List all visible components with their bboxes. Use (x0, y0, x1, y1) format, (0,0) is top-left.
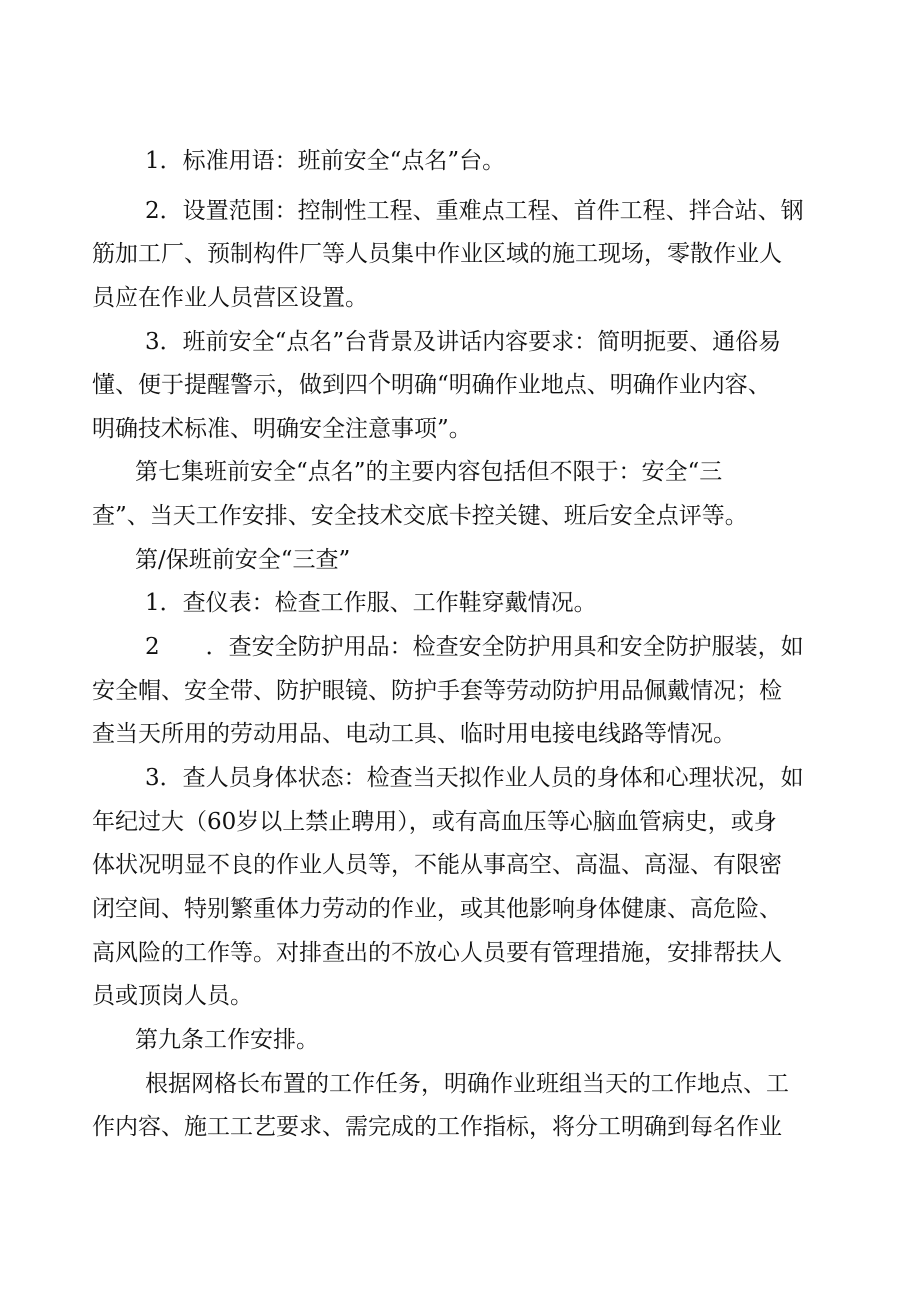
text-line: 2．设置范围：控制性工程、重难点工程、首件工程、拌合站、钢 (145, 198, 804, 224)
text-line: 员应在作业人员营区设置。 (92, 285, 368, 311)
text-line: 3．查人员身体状态：检查当天拟作业人员的身体和心理状况，如 (145, 765, 804, 791)
text-line: 第七集班前安全“点名”的主要内容包括但不限于：安全“三 (135, 459, 723, 485)
text-line: 安全帽、安全带、防护眼镜、防护手套等劳动防护用品佩戴情况；检 (92, 678, 782, 704)
text-line: 第九条工作安排。 (135, 1027, 319, 1053)
text-line: 查当天所用的劳动用品、电动工具、临时用电接电线路等情况。 (92, 721, 736, 747)
text-line: 员或顶岗人员。 (92, 983, 253, 1009)
text-line: 明确技术标准、明确安全注意事项”。 (92, 416, 472, 442)
text-line: 1．标准用语：班前安全“点名”台。 (145, 148, 506, 174)
text-line: 筋加工厂、预制构件厂等人员集中作业区域的施工现场，零散作业人 (92, 241, 782, 267)
text-line: 作内容、施工工艺要求、需完成的工作指标，将分工明确到每名作业 (92, 1114, 782, 1140)
text-line: 体状况明显不良的作业人员等，不能从事高空、高温、高湿、有限密 (92, 852, 782, 878)
text-line: 1．查仪表：检查工作服、工作鞋穿戴情况。 (145, 590, 597, 616)
text-line: 3．班前安全“点名”台背景及讲话内容要求：简明扼要、通俗易 (145, 329, 782, 355)
text-line: 根据网格长布置的工作任务，明确作业班组当天的工作地点、工 (145, 1071, 789, 1097)
text-line: 第/保班前安全“三查” (135, 547, 351, 573)
text-line: 查”、当天工作安排、安全技术交底卡控关键、班后安全点评等。 (92, 503, 748, 529)
text-line: 年纪过大（60岁以上禁止聘用），或有高血压等心脑血管病史，或身 (92, 809, 777, 835)
text-line: 懂、便于提醒警示，做到四个明确“明确作业地点、明确作业内容、 (92, 372, 771, 398)
text-line: 闭空间、特别繁重体力劳动的作业，或其他影响身体健康、高危险、 (92, 896, 782, 922)
text-line: 2 ．查安全防护用品：检查安全防护用具和安全防护服装，如 (145, 634, 804, 660)
text-line: 高风险的工作等。对排查出的不放心人员要有管理措施，安排帮扶人 (92, 940, 782, 966)
